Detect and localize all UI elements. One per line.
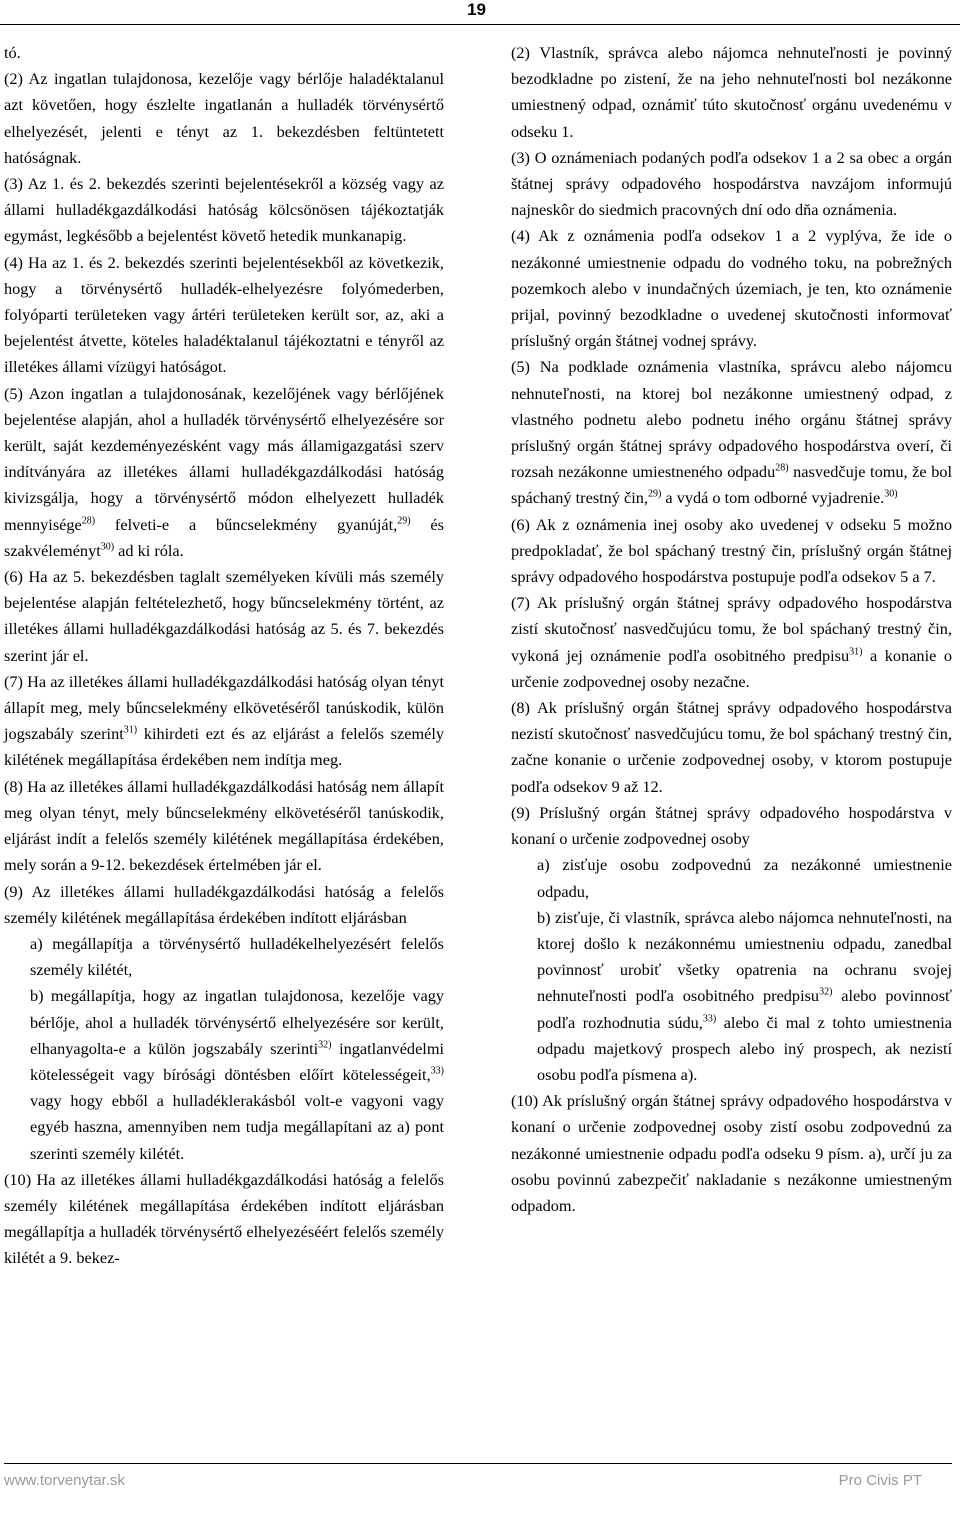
- paragraph-text: (9) Az illetékes állami hulladékgazdálkodási hatóság a felelős személy kilétének megállapítása érdekében indított eljárásban: [4, 881, 444, 927]
- footnote-ref: 29): [648, 489, 662, 501]
- paragraph-text: (2) Vlastník, správca alebo nájomca nehnuteľnosti je povinný bezodkladne po zistení, že na jeho nehnuteľnosti bol nezákonne umiestnený odpad, oznámiť túto skutočnosť orgánu uvedenému v odseku 1.: [511, 43, 952, 141]
- paragraph-text: (3) Az 1. és 2. bekezdés szerinti bejelentésekről a község vagy az állami hulladékgazdálkodási hatóság kölcsönösen tájékoztatják egymást, legkésőbb a bejelentést követő hetedik munkanapig.: [4, 174, 444, 246]
- footnote-ref: 32): [819, 986, 833, 998]
- footnote-ref: 29): [397, 515, 411, 527]
- paragraph: [4, 381, 444, 564]
- paragraph-text: (5) Azon ingatlan a tulajdonosának, kezelőjének vagy bérlőjének bejelentése alapján, ahol a hulladék törvénysértő elhelyezésére sor került, saját kezdeményezésként vagy más államigazgatási szerv indítványára az illetékes állami hulladékgazdálkodási hatóság kivizsgálja, hogy a törvénysértő módon elhelyezett hulladék mennyisége: [4, 383, 444, 534]
- paragraph-text: felveti-e a bűncselekmény gyanúját,: [95, 514, 398, 534]
- paragraph: [511, 354, 952, 511]
- paragraph-text: és szakvéleményt: [4, 514, 444, 560]
- paragraph: [4, 564, 444, 669]
- paragraph-text: (2) Az ingatlan tulajdonosa, kezelője vagy bérlője haladéktalanul azt követően, hogy észlelte ingatlanán a hulladék törvénysértő elhelyezését, jelenti e tényt az 1. bekezdésben feltüntetett hatóságnak.: [4, 69, 444, 167]
- paragraph-text: a) megállapítja a törvénysértő hulladékelhelyezésért felelős személy kilétét,: [30, 933, 444, 980]
- paragraph-text: (8) Ha az illetékes állami hulladékgazdálkodási hatóság nem állapít meg olyan tényt, mely bűncselekmény elkövetéséről tanúskodik, eljárást indít a felelős személy kilétének megállapítása érdekében, mely során a 9-12. bekezdések értelmében jár el.: [4, 776, 444, 875]
- paragraph: [4, 669, 444, 774]
- paragraph-text: (3) O oznámeniach podaných podľa odsekov 1 a 2 sa obec a orgán štátnej správy odpadového hospodárstva navzájom informujú najneskôr do siedmich pracovných dní odo dňa oznámenia.: [511, 147, 952, 220]
- footnote-ref: 33): [702, 1013, 717, 1025]
- paragraph-text: (9) Príslušný orgán štátnej správy odpadového hospodárstva v konaní o určenie zodpovednej osoby: [511, 802, 952, 849]
- paragraph-text: (7) Ak príslušný orgán štátnej správy odpadového hospodárstva zistí skutočnosť nasvedčujúcu tomu, že bol spáchaný trestný čin, vykoná jej oznámenie podľa osobitného predpisu: [511, 593, 952, 665]
- paragraph-text: vagy hogy ebből a hulladéklerakásból volt-e vagyoni vagy egyéb haszna, amennyiben nem tudja megállapítani az a) pont szerinti személy kilétét.: [30, 1091, 444, 1163]
- paragraph-text: (8) Ak príslušný orgán štátnej správy odpadového hospodárstva nezistí skutočnosť nasvedčujúcu tomu, že bol spáchaný trestný čin, začne konanie o určenie zodpovednej osoby, v ktorom postupuje podľa odsekov 9 až 12.: [511, 698, 952, 796]
- paragraph-text: (10) Ak príslušný orgán štátnej správy odpadového hospodárstva v konaní o určenie zodpovednej osoby zistí osobu zodpovednú za nezákonné umiestnenie odpadu podľa odseku 9 písm. a), určí ju za osobu povinnú zabezpečiť nakladanie s nezákonne umiestneným odpadom.: [511, 1091, 952, 1215]
- paragraph: [4, 1167, 444, 1272]
- paragraph-text: (6) Ha az 5. bekezdésben taglalt személyeken kívüli más személy bejelentése alapján feltételezhető, hogy bűncselekmény történt, az illetékes állami hulladékgazdálkodási hatóság az 5. és 7. bekezdés szerint jár el.: [4, 567, 444, 665]
- paragraph-text: ad ki róla.: [114, 540, 184, 560]
- paragraph-text: kihirdeti ezt és az eljárást a felelős személy kilétének megállapítása érdekében nem indítja meg.: [4, 724, 444, 770]
- paragraph: [4, 774, 444, 879]
- paragraph-text: (5) Na podklade oznámenia vlastníka, správcu alebo nájomcu nehnuteľnosti, na ktorej bol nezákonne umiestnený odpad, z vlastného podnetu alebo podnetu iného orgánu štátnej správy príslušný orgán štátnej správy odpadového hospodárstva overí, či rozsah nezákonne umiestneného odpadu: [511, 357, 952, 482]
- paragraph: [4, 66, 444, 171]
- paragraph: [511, 223, 952, 354]
- footnote-ref: 30): [884, 489, 898, 501]
- paragraph: [511, 590, 952, 695]
- paragraph: [4, 879, 444, 931]
- list-item: [4, 983, 444, 1166]
- paragraph-text: (4) Ak z oznámenia podľa odsekov 1 a 2 vyplýva, že ide o nezákonné umiestnenie odpadu do vodného toku, na pobrežných pozemkoch alebo v inundačných územiach, je ten, kto oznámenie prijal, povinný bezodkladne o uvedenej skutočnosti informovať príslušný orgán štátnej vodnej správy.: [511, 226, 952, 351]
- paragraph-text: (6) Ak z oznámenia inej osoby ako uvedenej v odseku 5 možno predpokladať, že bol spáchaný trestný čin, príslušný orgán štátnej správy odpadového hospodárstva postupuje podľa odsekov 5 a 7.: [511, 514, 952, 587]
- footer-website-link[interactable]: www.torvenytar.sk: [4, 1472, 125, 1489]
- paragraph-text: (4) Ha az 1. és 2. bekezdés szerinti bejelentésekből az következik, hogy a törvénysértő hulladék-elhelyezésre folyómederben, folyóparti területeken vagy ártéri területeken került sor, az, aki a bejelentést átvette, köteles haladéktalanul tájékoztatni e tényről az illetékes állami vízügyi hatóságot.: [4, 252, 444, 377]
- paragraph: [4, 250, 444, 381]
- footer-publisher: Pro Civis PT: [838, 1472, 922, 1489]
- paragraph-text: tó.: [4, 43, 21, 62]
- paragraph-text: a) zisťuje osobu zodpovednú za nezákonné umiestnenie odpadu,: [537, 855, 952, 901]
- footnote-ref: 31): [123, 724, 138, 736]
- footnote-ref: 33): [430, 1065, 444, 1077]
- page-number: 19: [467, 0, 486, 19]
- paragraph: [511, 40, 952, 145]
- footer-rule: [4, 1463, 952, 1464]
- list-item: [511, 852, 952, 904]
- paragraph: [511, 800, 952, 852]
- paragraph: [511, 695, 952, 800]
- header-rule: [0, 24, 960, 25]
- paragraph: [4, 171, 444, 250]
- paragraph-text: (10) Ha az illetékes állami hulladékgazdálkodási hatóság a felelős személy kilétének megállapítása érdekében indított eljárásban megállapítja a hulladék törvénysértő elhelyezéséért felelős személy kilétét a 9. bekez-: [4, 1169, 444, 1268]
- paragraph: [511, 1088, 952, 1219]
- left-column-hungarian: [4, 40, 444, 1272]
- paragraph-text: alebo povinnosť podľa rozhodnutia súdu,: [537, 986, 952, 1032]
- footnote-ref: 32): [318, 1039, 332, 1051]
- paragraph-text: b) zisťuje, či vlastník, správca alebo nájomca nehnuteľnosti, na ktorej došlo k nezákonnému umiestneniu odpadu, zanedbal povinnosť urobiť všetky opatrenia na ochranu svojej nehnuteľnosti podľa osobitného predpisu: [537, 907, 952, 1006]
- paragraph-text: b) megállapítja, hogy az ingatlan tulajdonosa, kezelője vagy bérlője, ahol a hulladék törvénysértő elhelyezésére sor került, elhanyagolta-e a külön jogszabály szerinti: [30, 986, 444, 1058]
- paragraph: [511, 512, 952, 591]
- paragraph: [4, 40, 444, 66]
- footnote-ref: 28): [81, 515, 96, 527]
- paragraph-text: (7) Ha az illetékes állami hulladékgazdálkodási hatóság olyan tényt állapít meg, mely bűncselekmény elkövetéséről tanúskodik, külön jogszabály szerint: [4, 671, 444, 744]
- paragraph-text: nasvedčuje tomu, že bol spáchaný trestný čin,: [511, 462, 953, 508]
- list-item: [4, 931, 444, 983]
- footnote-ref: 30): [100, 541, 115, 553]
- paragraph-text: a vydá o tom odborné vyjadrenie.: [661, 488, 885, 508]
- paragraph-text: ingatlanvédelmi kötelességeit vagy bírósági döntésben előírt kötelességeit,: [30, 1038, 445, 1084]
- paragraph: [511, 145, 952, 224]
- footnote-ref: 28): [775, 462, 789, 474]
- right-column-slovak: [511, 40, 952, 1219]
- footnote-ref: 31): [849, 646, 863, 658]
- paragraph-text: a konanie o určenie zodpovednej osoby nezačne.: [511, 645, 952, 691]
- list-item: [511, 905, 952, 1088]
- paragraph-text: alebo či mal z tohto umiestnenia odpadu majetkový prospech alebo iný prospech, ak nezistí osobu podľa písmena a).: [537, 1012, 952, 1084]
